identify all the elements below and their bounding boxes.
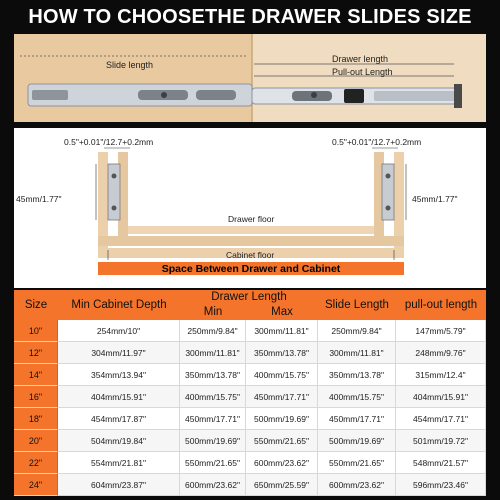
cell-drawer-min: 250mm/9.84" [180,320,246,342]
table-row [14,364,486,386]
cell-size: 12" [14,342,58,364]
size-table [14,290,486,496]
table-row [14,452,486,474]
cross-section-diagram [14,128,486,288]
page-title: HOW TO CHOOSETHE DRAWER SLIDES SIZE [28,5,472,28]
cell-slide-length: 250mm/9.84" [318,320,396,342]
cell-drawer-max: 450mm/17.71" [246,386,318,408]
cell-slide-length: 450mm/17.71" [318,408,396,430]
cabinet-floor-label: Cabinet floor [226,250,275,260]
cell-drawer-min: 550mm/21.65" [180,452,246,474]
cell-pullout-length: 315mm/12.4" [396,364,486,386]
cell-drawer-max: 650mm/25.59" [246,474,318,496]
cell-drawer-max: 350mm/13.78" [246,342,318,364]
cell-min-cabinet-depth: 554mm/21.81" [58,452,180,474]
cell-drawer-min: 500mm/19.69" [180,430,246,452]
cell-size: 10" [14,320,58,342]
cell-size: 20" [14,430,58,452]
cell-drawer-max: 400mm/15.75" [246,364,318,386]
cell-drawer-min: 400mm/15.75" [180,386,246,408]
left-gap-label: 0.5"+0.01"/12.7+0.2mm [64,137,154,147]
left-height-label: 45mm/1.77" [16,194,62,204]
cell-pullout-length: 548mm/21.57" [396,452,486,474]
cell-slide-length: 600mm/23.62" [318,474,396,496]
cell-drawer-max: 550mm/21.65" [246,430,318,452]
slide-photo-illustration [14,34,486,122]
cell-min-cabinet-depth: 504mm/19.84" [58,430,180,452]
cell-slide-length: 350mm/13.78" [318,364,396,386]
cell-drawer-max: 600mm/23.62" [246,452,318,474]
cell-pullout-length: 596mm/23.46" [396,474,486,496]
cell-size: 22" [14,452,58,474]
table-row [14,408,486,430]
table-row [14,342,486,364]
cell-min-cabinet-depth: 304mm/11.97" [58,342,180,364]
slide-photo [14,34,486,122]
cell-pullout-length: 501mm/19.72" [396,430,486,452]
header-min: Min [203,306,223,318]
header-pullout-length: pull-out length [404,299,478,311]
pullout-length-label: Pull-out Length [332,67,393,77]
cell-slide-length: 500mm/19.69" [318,430,396,452]
right-height-label: 45mm/1.77" [412,194,458,204]
cell-pullout-length: 404mm/15.91" [396,386,486,408]
header-size: Size [24,299,48,311]
cell-min-cabinet-depth: 354mm/13.94" [58,364,180,386]
table-row [14,430,486,452]
cell-drawer-min: 450mm/17.71" [180,408,246,430]
table-row [14,386,486,408]
table-row [14,474,486,496]
table-header [14,290,486,320]
header-drawer-length: Drawer Length [211,291,287,303]
cell-slide-length: 300mm/11.81" [318,342,396,364]
drawer-length-label: Drawer length [332,54,389,64]
header-slide-length: Slide Length [325,299,389,311]
cell-pullout-length: 147mm/5.79" [396,320,486,342]
right-gap-label: 0.5"+0.01"/12.7+0.2mm [332,137,422,147]
cell-size: 18" [14,408,58,430]
slide-length-label: Slide length [106,60,154,70]
drawer-floor-label: Drawer floor [228,214,275,224]
cell-drawer-min: 300mm/11.81" [180,342,246,364]
table-row [14,320,486,342]
cell-min-cabinet-depth: 604mm/23.87" [58,474,180,496]
cell-drawer-max: 500mm/19.69" [246,408,318,430]
cell-size: 24" [14,474,58,496]
cell-min-cabinet-depth: 454mm/17.87" [58,408,180,430]
cell-slide-length: 400mm/15.75" [318,386,396,408]
cell-drawer-max: 300mm/11.81" [246,320,318,342]
cell-drawer-min: 350mm/13.78" [180,364,246,386]
cell-min-cabinet-depth: 404mm/15.91" [58,386,180,408]
header-min-cabinet-depth: Min Cabinet Depth [71,299,167,311]
cell-min-cabinet-depth: 254mm/10" [58,320,180,342]
cell-pullout-length: 248mm/9.76" [396,342,486,364]
header-max: Max [271,306,293,318]
space-between-banner: Space Between Drawer and Cabinet [98,262,404,275]
cell-drawer-min: 600mm/23.62" [180,474,246,496]
cell-slide-length: 550mm/21.65" [318,452,396,474]
cell-pullout-length: 454mm/17.71" [396,408,486,430]
cell-size: 14" [14,364,58,386]
cell-size: 16" [14,386,58,408]
